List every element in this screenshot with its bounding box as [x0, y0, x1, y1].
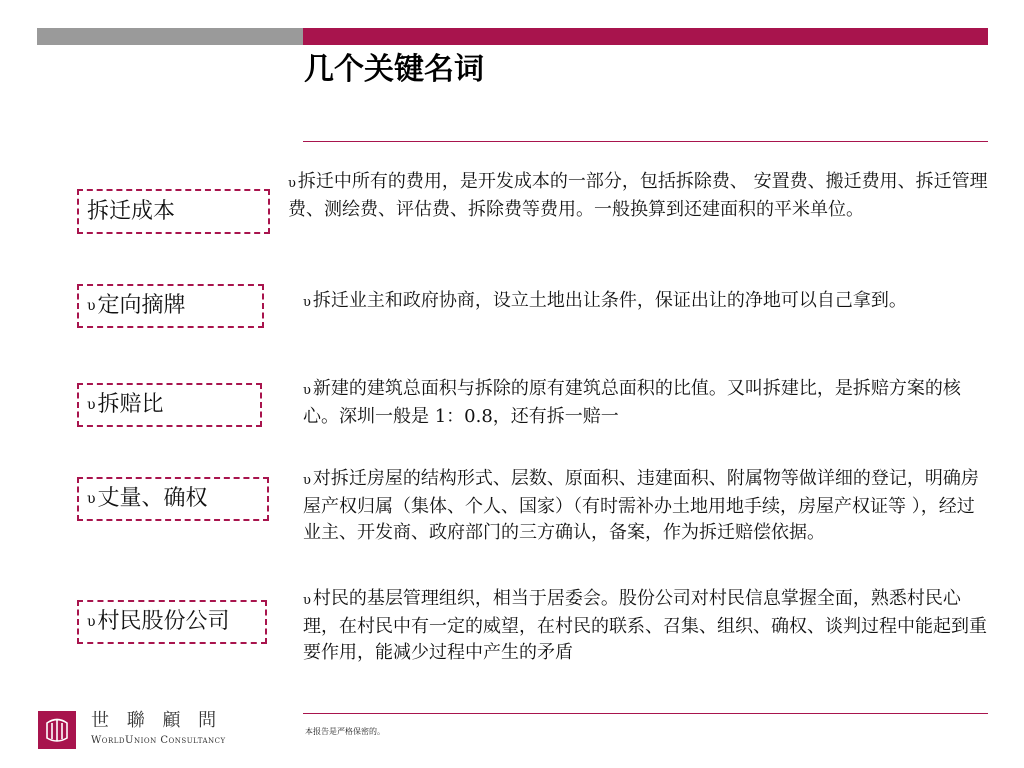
term-label: 拆赔比 [97, 392, 164, 417]
term-label: 拆迁成本 [87, 198, 176, 224]
page-title: 几个关键名词 [304, 52, 484, 87]
confidentiality-note: 本报告是严格保密的。 [305, 727, 385, 736]
bullet-icon: υ [87, 614, 96, 630]
bullet-icon: υ [87, 298, 96, 314]
company-logo-icon [38, 711, 76, 749]
bullet-icon: υ [303, 473, 311, 488]
header-bar-gray [37, 28, 303, 45]
term-box-survey-rights [77, 477, 269, 521]
term-description-text: 新建的建筑总面积与拆除的原有建筑总面积的比值。又叫拆建比，是拆赔方案的核心。深圳一般是 1：0.8，还有拆一赔一 [303, 378, 961, 427]
term-box-directed-listing [77, 284, 264, 328]
term-description-text: 拆迁中所有的费用，是开发成本的一部分，包括拆除费、 安置费、搬迁费用、拆迁管理费、测绘费、评估费、拆除费等费用。一般换算到还建面积的平米单位。 [288, 171, 988, 220]
term-box-villager-shareholding-company [77, 600, 267, 644]
term-description-survey-rights [303, 466, 983, 546]
bullet-icon: υ [87, 397, 96, 413]
term-description-text: 拆迁业主和政府协商，设立土地出让条件，保证出让的净地可以自己拿到。 [312, 290, 907, 311]
footer-divider [303, 713, 988, 714]
term-description-demolition-cost [288, 169, 988, 223]
term-box-compensation-ratio [77, 383, 262, 427]
title-divider [303, 141, 988, 142]
bullet-icon: υ [87, 491, 96, 507]
company-name-cn: 世 聯 顧 問 [91, 710, 223, 731]
header-bar-accent [303, 28, 988, 45]
bullet-icon: υ [303, 383, 311, 398]
term-box-demolition-cost [77, 189, 270, 234]
bullet-icon: υ [303, 593, 311, 608]
company-name-en: WorldUnion Consultancy [91, 735, 226, 746]
term-label: 定向摘牌 [97, 293, 186, 318]
term-label: 丈量、确权 [97, 486, 208, 511]
term-description-villager-shareholding-company [303, 586, 988, 666]
term-description-compensation-ratio [303, 376, 983, 430]
bullet-icon: υ [288, 176, 296, 191]
term-description-text: 对拆迁房屋的结构形式、层数、原面积、违建面积、附属物等做详细的登记，明确房屋产权归属（集体、个人、国家）（有时需补办土地用地手续，房屋产权证等 ），经过业主、开发商、政府部门的三方确认，备案，作为拆迁赔偿依据。 [303, 468, 979, 543]
term-description-directed-listing [303, 288, 995, 316]
term-description-text: 村民的基层管理组织，相当于居委会。股份公司对村民信息掌握全面，熟悉村民心理，在村民中有一定的威望，在村民的联系、召集、组织、确权、谈判过程中能起到重要作用，能减少过程中产生的矛盾 [303, 588, 987, 663]
bullet-icon: υ [303, 295, 311, 310]
term-label: 村民股份公司 [97, 609, 230, 634]
